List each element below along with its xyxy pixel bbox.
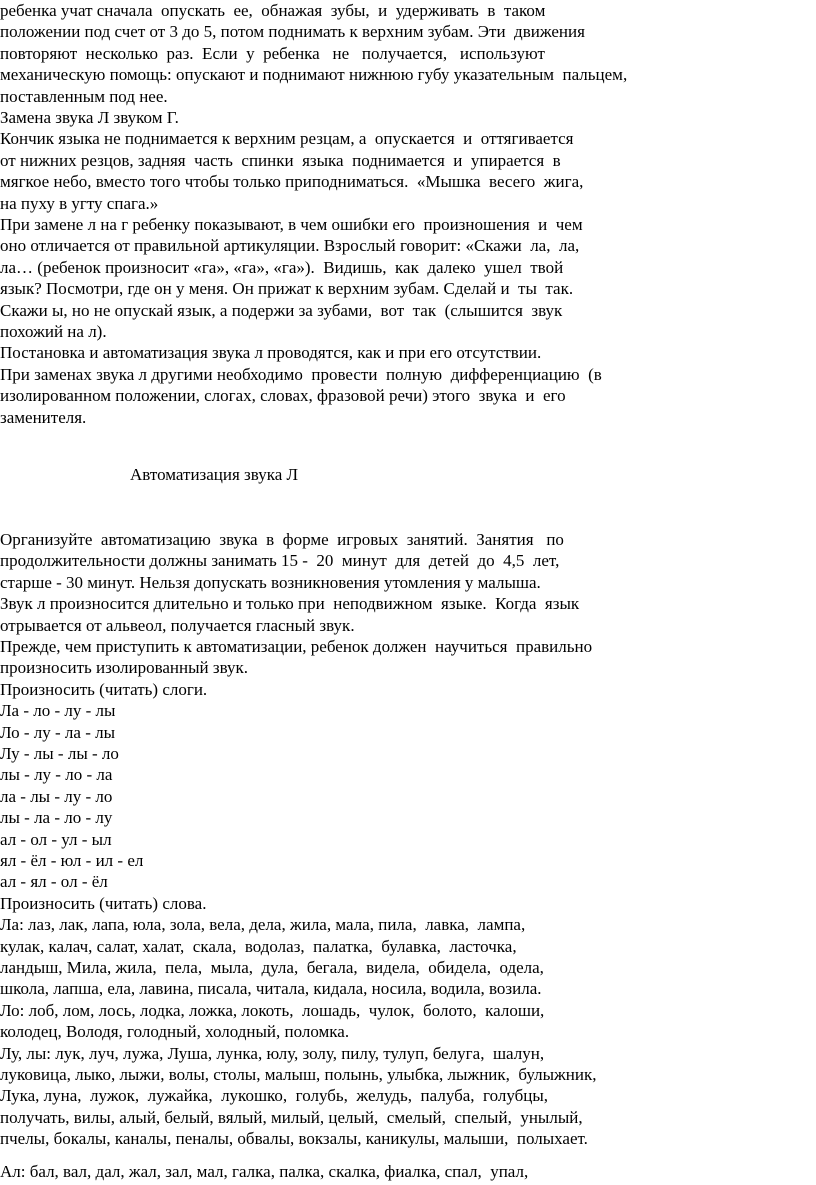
- text-line: положении под счет от 3 до 5, потом поднимать к верхним зубам. Эти движения: [0, 22, 585, 42]
- text-line: старше - 30 минут. Нельзя допускать возникновения утомления у малыша.: [0, 572, 541, 592]
- text-line: ребенка учат сначала опускать ее, обнажая зубы, и удерживать в таком: [0, 1, 546, 20]
- text-line: произносить изолированный звук.: [0, 658, 249, 678]
- text-line: механическую помощь: опускают и поднимают нижнюю губу указательным пальцем,: [0, 65, 628, 85]
- text-line: Прежде, чем приступить к автоматизации, ребенок должен научиться правильно: [0, 637, 593, 656]
- text-line: кулак, калач, салат, халат, скала, водолаз, палатка, булавка, ласточка,: [0, 936, 517, 956]
- text-line: изолированном положении, слогах, словах, фразовой речи) этого звука и его: [0, 386, 566, 406]
- text-line: отрывается от альвеол, получается гласный звук.: [0, 615, 355, 635]
- text-line: Ал: бал, вал, дал, жал, зал, мал, галка, палка, скалка, фиалка, спал, упал,: [0, 1162, 529, 1181]
- text-line: язык? Посмотри, где он у меня. Он прижат к верхним зубам. Сделай и ты так.: [0, 279, 574, 299]
- text-line: Произносить (читать) слоги.: [0, 679, 208, 699]
- text-line: колодец, Володя, голодный, холодный, поломка.: [0, 1022, 350, 1042]
- text-line: оно отличается от правильной артикуляции. Взрослый говорит: «Скажи ла, ла,: [0, 236, 580, 256]
- page-title: Автоматизация звука Л: [130, 465, 299, 484]
- text-line: При заменах звука л другими необходимо провести полную дифференциацию (в: [0, 364, 602, 384]
- text-line: Организуйте автоматизацию звука в форме игровых занятий. Занятия по: [0, 530, 564, 549]
- text-line: Скажи ы, но не опускай язык, а подержи за зубами, вот так (слышится звук: [0, 300, 563, 320]
- syllable-row: Лу - лы - лы - ло: [0, 744, 119, 763]
- syllable-row: ал - ял - ол - ёл: [0, 872, 108, 892]
- text-line: продолжительности должны занимать 15 - 20 минут для детей до 4,5 лет,: [0, 551, 560, 571]
- text-line: ла… (ребенок произносит «га», «га», «га»). Видишь, как далеко ушел твой: [0, 257, 564, 277]
- text-line: Кончик языка не поднимается к верхним резцам, а опускается и оттягивается: [0, 129, 574, 149]
- text-line: мягкое небо, вместо того чтобы только приподниматься. «Мышка весего жига,: [0, 172, 584, 192]
- syllable-row: ла - лы - лу - ло: [0, 786, 113, 806]
- syllable-row: Ла - ло - лу - лы: [0, 701, 116, 721]
- text-line: Лу, лы: лук, луч, лужа, Луша, лунка, юлу, золу, пилу, тулуп, белуга, шалун,: [0, 1043, 545, 1063]
- text-line: Произносить (читать) слова.: [0, 893, 207, 913]
- text-line: Ла: лаз, лак, лапа, юла, зола, вела, дела, жила, мала, пила, лавка, лампа,: [0, 915, 526, 935]
- text-line: пчелы, бокалы, каналы, пеналы, обвалы, вокзалы, каникулы, малыши, полыхает.: [0, 1129, 588, 1149]
- text-line: Звук л произносится длительно и только при неподвижном языке. Когда язык: [0, 594, 580, 614]
- text-line: поставленным под нее.: [0, 86, 168, 106]
- syllable-row: лы - лу - ло - ла: [0, 765, 113, 785]
- syllable-row: лы - ла - ло - лу: [0, 808, 113, 828]
- text-line: школа, лапша, ела, лавина, писала, читала, кидала, носила, водила, возила.: [0, 979, 542, 999]
- text-line: Постановка и автоматизация звука л проводятся, как и при его отсутствии.: [0, 343, 542, 363]
- section-heading-replacement: Замена звука Л звуком Г.: [0, 108, 179, 127]
- syllable-row: ал - ол - ул - ыл: [0, 829, 112, 849]
- text-line: Ло: лоб, лом, лось, лодка, ложка, локоть, лошадь, чулок, болото, калоши,: [0, 1000, 545, 1020]
- text-line: заменителя.: [0, 407, 87, 427]
- text-line: на пуху в угту спага.»: [0, 193, 159, 213]
- text-line: Лука, луна, лужок, лужайка, лукошко, голубь, желудь, палуба, голубцы,: [0, 1086, 549, 1106]
- syllable-row: Ло - лу - ла - лы: [0, 722, 116, 742]
- text-line: от нижних резцов, задняя часть спинки языка поднимается и упирается в: [0, 150, 561, 170]
- text-line: ландыш, Мила, жила, пела, мыла, дула, бегала, видела, обидела, одела,: [0, 958, 544, 977]
- text-line: получать, вилы, алый, белый, вялый, милый, целый, смелый, спелый, унылый,: [0, 1107, 583, 1127]
- text-line: луковица, лыко, лыжи, волы, столы, малыш, полынь, улыбка, лыжник, булыжник,: [0, 1065, 597, 1084]
- text-line: При замене л на г ребенку показывают, в чем ошибки его произношения и чем: [0, 215, 583, 234]
- syllable-row: ял - ёл - юл - ил - ел: [0, 851, 144, 870]
- text-line: повторяют несколько раз. Если у ребенка не получается, используют: [0, 43, 545, 63]
- text-line: похожий на л).: [0, 322, 107, 341]
